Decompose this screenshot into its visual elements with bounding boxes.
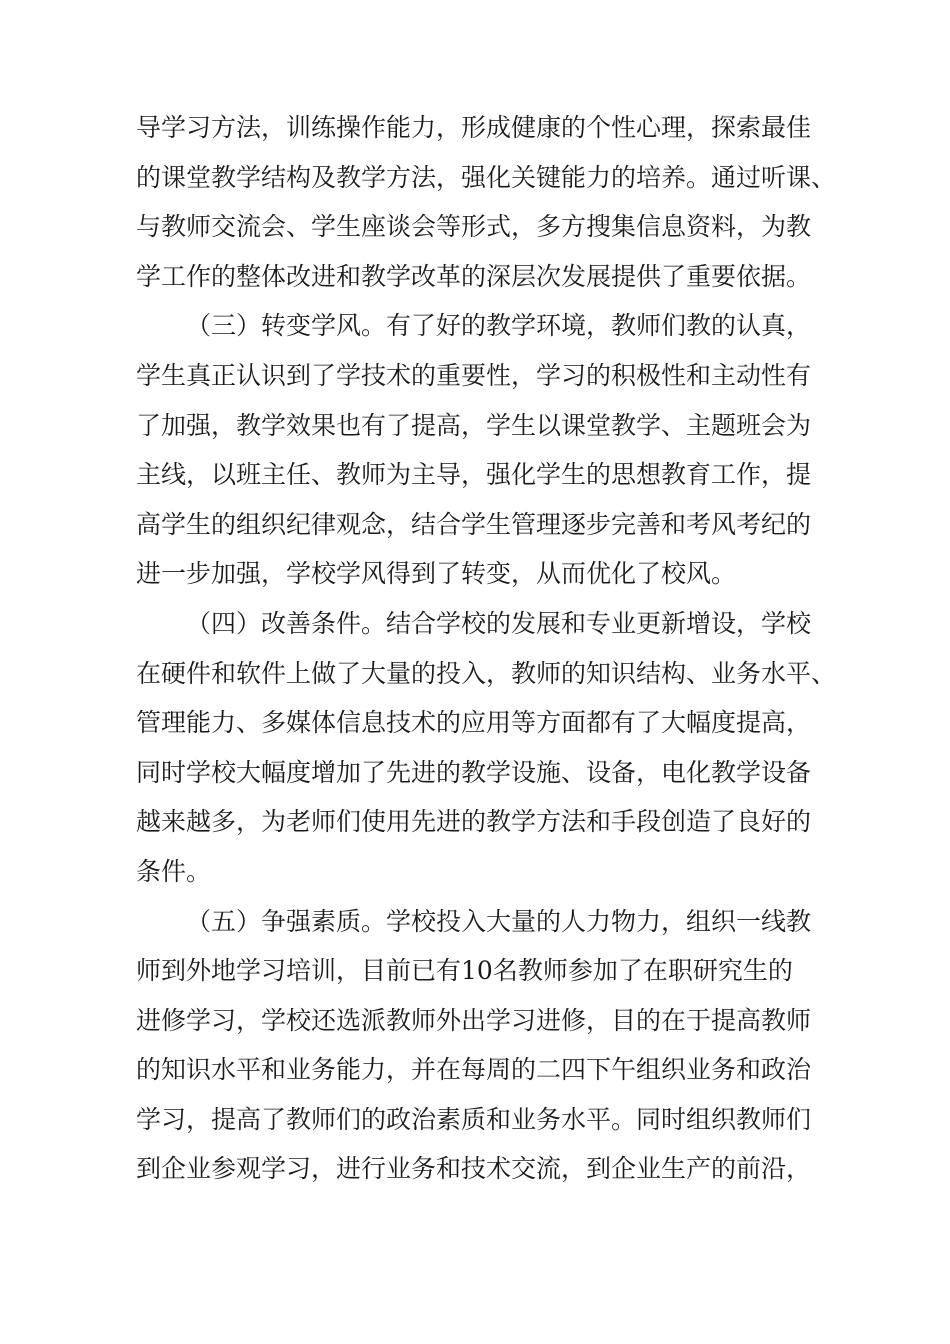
- paragraph-heading-line: （四）改善条件。结合学校的发展和专业更新增设，学校: [186, 608, 812, 638]
- text-line: 学习，提高了教师们的政治素质和业务水平。同时组织教师们: [136, 1104, 812, 1134]
- text-line: 越来越多，为老师们使用先进的教学方法和手段创造了良好的: [136, 807, 812, 837]
- text-line: 学工作的整体改进和教学改革的深层次发展提供了重要依据。: [136, 261, 812, 291]
- text-line: 到企业参观学习，进行业务和技术交流，到企业生产的前沿，: [136, 1154, 812, 1184]
- text-line: 进一步加强，学校学风得到了转变，从而优化了校风。: [136, 559, 737, 589]
- text-line: 导学习方法，训练操作能力，形成健康的个性心理，探索最佳: [136, 113, 812, 142]
- text-line: 主线，以班主任、教师为主导，强化学生的思想教育工作，提: [136, 460, 812, 490]
- text-line: 的课堂教学结构及教学方法，强化关键能力的培养。通过听课、: [136, 162, 837, 192]
- text-line: 高学生的组织纪律观念，结合学生管理逐步完善和考风考纪的: [136, 509, 812, 539]
- text-line: 在硬件和软件上做了大量的投入，教师的知识结构、业务水平、: [136, 658, 837, 688]
- text-line: 学生真正认识到了学技术的重要性，学习的积极性和主动性有: [136, 360, 812, 390]
- text-line: 与教师交流会、学生座谈会等形式，多方搜集信息资料，为教: [136, 212, 812, 242]
- paragraph-heading-line: （五）争强素质。学校投入大量的人力物力，组织一线教: [186, 906, 812, 936]
- paragraph-heading-line: （三）转变学风。有了好的教学环境，教师们教的认真，: [186, 311, 812, 341]
- text-line: 条件。: [136, 856, 212, 886]
- text-line: 同时学校大幅度增加了先进的教学设施、设备，电化教学设备: [136, 757, 812, 787]
- text-line: 管理能力、多媒体信息技术的应用等方面都有了大幅度提高，: [136, 708, 812, 738]
- text-line: 的知识水平和业务能力，并在每周的二四下午组织业务和政治: [136, 1055, 812, 1085]
- body-text: [136, 103, 856, 1194]
- text-line: 进修学习，学校还选派教师外出学习进修，目的在于提高教师: [136, 1005, 812, 1035]
- text-line: 师到外地学习培训，目前已有10名教师参加了在职研究生的: [136, 956, 793, 986]
- text-line: 了加强，教学效果也有了提高，学生以课堂教学、主题班会为: [136, 410, 812, 440]
